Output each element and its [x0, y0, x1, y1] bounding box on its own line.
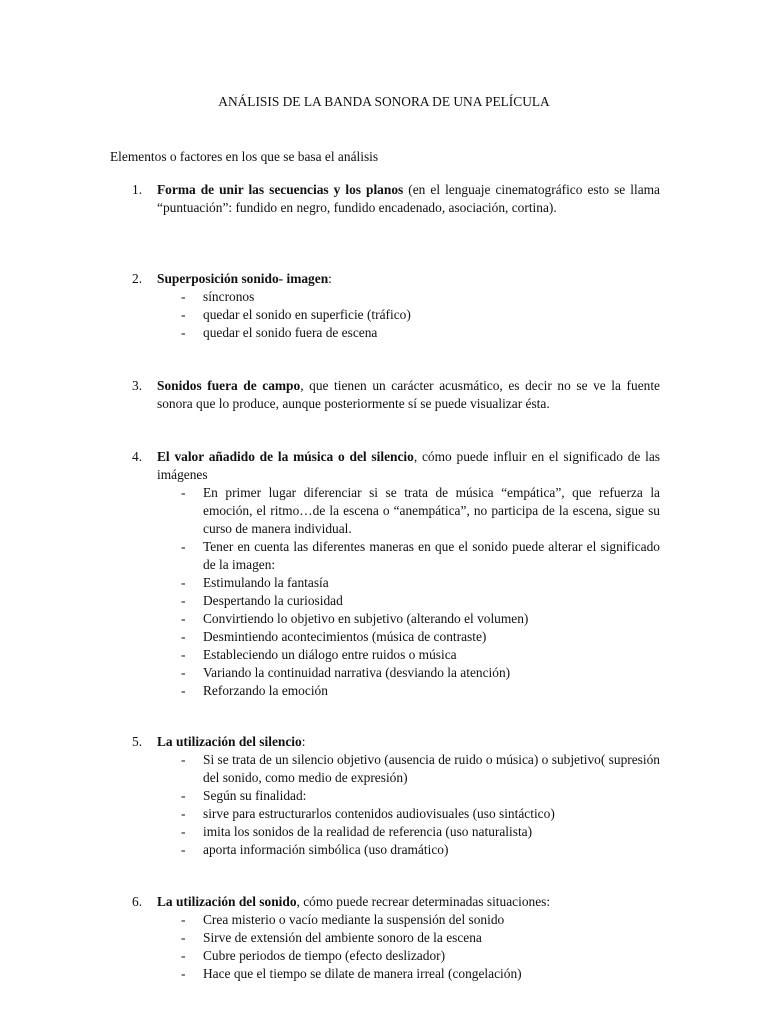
section-text: :: [301, 734, 306, 749]
section-heading: El valor añadido de la música o del silencio: [157, 449, 414, 464]
list-item: - Convirtiendo lo objetivo en subjetivo (alterando el volumen): [157, 610, 660, 628]
list-item: - Despertando la curiosidad: [157, 592, 660, 610]
section-number: 6.: [132, 894, 143, 909]
bullet-list: [157, 911, 660, 983]
list-item: - Hace que el tiempo se dilate de manera irreal (congelación): [157, 965, 660, 983]
section-body: [157, 377, 660, 413]
list-item: - Si se trata de un silencio objetivo (ausencia de ruido o música) o subjetivo( supresión del sonido, como medio de expresión): [157, 751, 660, 787]
list-item: - imita los sonidos de la realidad de referencia (uso naturalista): [157, 823, 660, 841]
section-1: [110, 181, 660, 217]
section-5: [110, 733, 660, 859]
section-2: [110, 270, 660, 342]
section-body: [157, 733, 660, 859]
list-item: - Según su finalidad:: [157, 787, 660, 805]
bullet-list: [157, 751, 660, 859]
section-heading: La utilización del silencio: [157, 734, 302, 749]
section-heading: La utilización del sonido: [157, 894, 297, 909]
list-item: - Variando la continuidad narrativa (desviando la atención): [157, 664, 660, 682]
section-heading: Sonidos fuera de campo: [157, 378, 301, 393]
section-body: [157, 181, 660, 217]
section-3: [110, 377, 660, 413]
section-number: 1.: [132, 182, 143, 197]
bullet-list: [157, 288, 660, 342]
section-text: , cómo puede influir en el significado de las imágenes: [157, 449, 661, 482]
section-4: [110, 448, 660, 700]
list-item: - Reforzando la emoción: [157, 682, 660, 700]
section-number: 4.: [132, 449, 143, 464]
list-item: - Tener en cuenta las diferentes maneras en que el sonido puede alterar el significado de la imagen:: [157, 538, 660, 574]
section-heading: Forma de unir las secuencias y los planos: [157, 182, 404, 197]
section-text: :: [328, 271, 332, 286]
list-item: - Estableciendo un diálogo entre ruidos o música: [157, 646, 660, 664]
section-number: 2.: [132, 271, 143, 286]
section-text: , que tienen un carácter acusmático, es decir no se ve la fuente sonora que lo produce, aunque posteriormente sí se puede visualizar ésta.: [157, 378, 660, 411]
list-item: - Sirve de extensión del ambiente sonoro de la escena: [157, 929, 660, 947]
section-body: [157, 448, 660, 700]
list-item: - Crea misterio o vacío mediante la suspensión del sonido: [157, 911, 660, 929]
intro-paragraph: Elementos o factores en los que se basa el análisis: [110, 149, 379, 164]
list-item: - síncronos: [157, 288, 660, 306]
section-text: (en el lenguaje cinematográfico esto se llama “puntuación”: fundido en negro, fundido encadenado, asociación, cortina).: [157, 182, 660, 215]
list-item: - Desmintiendo acontecimientos (música de contraste): [157, 628, 660, 646]
list-item: - En primer lugar diferenciar si se trata de música “empática”, que refuerza la emoción, el ritmo…de la escena o “anempática”, no participa de la escena, sigue su curso de manera individual.: [157, 484, 660, 538]
section-body: [157, 270, 660, 342]
document-title: ANÁLISIS DE LA BANDA SONORA DE UNA PELÍCULA: [218, 94, 550, 109]
list-item: - quedar el sonido en superficie (tráfico): [157, 306, 660, 324]
bullet-list: [157, 484, 660, 700]
section-6: [110, 893, 660, 983]
list-item: - Cubre periodos de tiempo (efecto deslizador): [157, 947, 660, 965]
section-body: [157, 893, 660, 983]
section-heading: Superposición sonido- imagen: [157, 271, 329, 286]
section-text: , cómo puede recrear determinadas situaciones:: [296, 894, 551, 909]
list-item: - sirve para estructurarlos contenidos audiovisuales (uso sintáctico): [157, 805, 660, 823]
section-number: 5.: [132, 734, 143, 749]
section-number: 3.: [132, 378, 143, 393]
list-item: - aporta información simbólica (uso dramático): [157, 841, 660, 859]
list-item: - quedar el sonido fuera de escena: [157, 324, 660, 342]
list-item: - Estimulando la fantasía: [157, 574, 660, 592]
